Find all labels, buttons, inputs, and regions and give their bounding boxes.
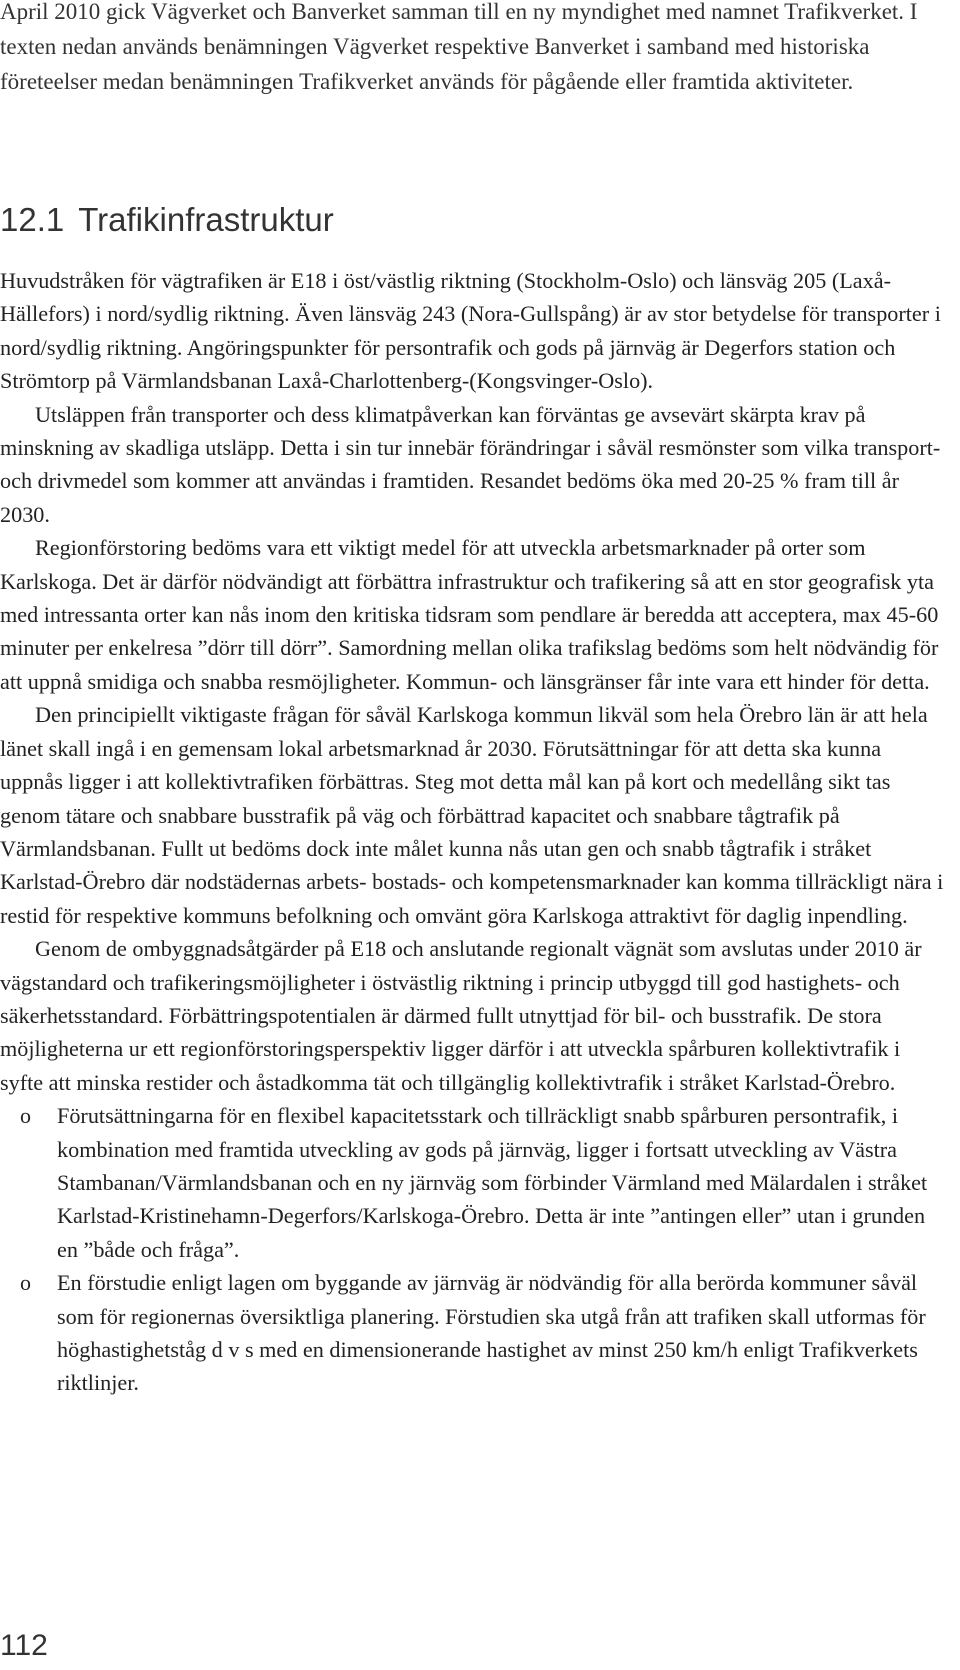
bullet-marker: o	[20, 1270, 31, 1296]
bullet-item	[0, 1099, 948, 1266]
body-paragraph: Den principiellt viktigaste frågan för såväl Karlskoga kommun likväl som hela Örebro län är att hela länet skall ingå i en gemensam lokal arbetsmarknad år 2030. Förutsättningar för att detta ska kunna uppnås ligger i att kollektivtrafiken förbättras. Steg mot detta mål kan på kort och medellång sikt tas genom tätare och snabbare busstrafik på väg och förbättrad kapacitet och snabbare tågtrafik på Värmlandsbanan. Fullt ut bedöms dock inte målet kunna nås utan gen och snabb tågtrafik i stråket Karlstad-Örebro där nodstädernas arbets- bostads- och kompetensmarknader kan komma tillräckligt nära i restid för respektive kommuns befolkning och omvänt göra Karlskoga attraktivt för daglig inpendling.	[0, 702, 944, 928]
section-heading	[0, 200, 334, 240]
bullet-list	[0, 1099, 948, 1400]
bullet-marker: o	[20, 1103, 31, 1129]
bullet-item	[0, 1266, 948, 1400]
section-title: Trafikinfrastruktur	[78, 201, 334, 238]
page-number: 112	[0, 1629, 48, 1662]
intro-paragraph: April 2010 gick Vägverket och Banverket samman till en ny myndighet med namnet Trafikverket. I texten nedan används benämningen Vägverket respektive Banverket i samband med historiska företeelser medan benämningen Trafikverket används för pågående eller framtida aktiviteter.	[0, 0, 918, 94]
section-number: 12.1	[0, 201, 65, 238]
bullet-text: Förutsättningarna för en flexibel kapacitetsstark och tillräckligt snabb spårburen persontrafik, i kombination med framtida utveckling av gods på järnväg, ligger i fortsatt utveckling av Västra Stambanan/Värmlandsbanan och en ny järnväg som förbinder Värmland med Mälardalen i stråket Karlstad-Kristinehamn-Degerfors/Karlskoga-Örebro. Detta är inte ”antingen eller” utan i grunden en ”både och fråga”.	[57, 1103, 928, 1262]
body-paragraph: Huvudstråken för vägtrafiken är E18 i öst/västlig riktning (Stockholm-Oslo) och länsväg 205 (Laxå-Hällefors) i nord/sydlig riktning. Även länsväg 243 (Nora-Gullspång) är av stor betydelse för transporter i nord/sydlig riktning. Angöringspunkter för persontrafik och gods på järnväg är Degerfors station och Strömtorp på Värmlandsbanan Laxå-Charlottenberg-(Kongsvinger-Oslo).	[0, 268, 941, 394]
bullet-text: En förstudie enligt lagen om byggande av järnväg är nödvändig för alla berörda kommuner såväl som för regionernas översiktliga planering. Förstudien ska utgå från att trafiken skall utformas för höghastighetståg d v s med en dimensionerande hastighet av minst 250 km/h enligt Trafikverkets riktlinjer.	[57, 1270, 926, 1396]
body-paragraph: Regionförstoring bedöms vara ett viktigt medel för att utveckla arbetsmarknader på orter som Karlskoga. Det är därför nödvändigt att förbättra infrastruktur och trafikering så att en stor geografisk yta med intressanta orter kan nås inom den kritiska tidsram som pendlare är beredda att acceptera, max 45-60 minuter per enkelresa ”dörr till dörr”. Samordning mellan olika trafikslag bedöms som helt nödvändig för att uppnå smidiga och snabba resmöjligheter. Kommun- och länsgränser får inte vara ett hinder för detta.	[0, 535, 939, 694]
body-paragraph: Utsläppen från transporter och dess klimatpåverkan kan förväntas ge avsevärt skärpta krav på minskning av skadliga utsläpp. Detta i sin tur innebär förändringar i såväl resmönster som vilka transport- och drivmedel som kommer att användas i framtiden. Resandet bedöms öka med 20-25 % fram till år 2030.	[0, 401, 941, 527]
body-paragraph: Genom de ombyggnadsåtgärder på E18 och anslutande regionalt vägnät som avslutas under 2010 är vägstandard och trafikeringsmöjligheter i östvästlig riktning i princip utbyggd till god hastighets- och säkerhetsstandard. Förbättringspotentialen är därmed fullt utnyttjad för bil- och busstrafik. De stora möjligheterna ur ett regionförstoringsperspektiv ligger därför i att utveckla spårburen kollektivtrafik i syfte att minska restider och åstadkomma tät och tillgänglig kollektivtrafik i stråket Karlstad-Örebro.	[0, 936, 922, 1095]
body-text	[0, 264, 948, 1400]
